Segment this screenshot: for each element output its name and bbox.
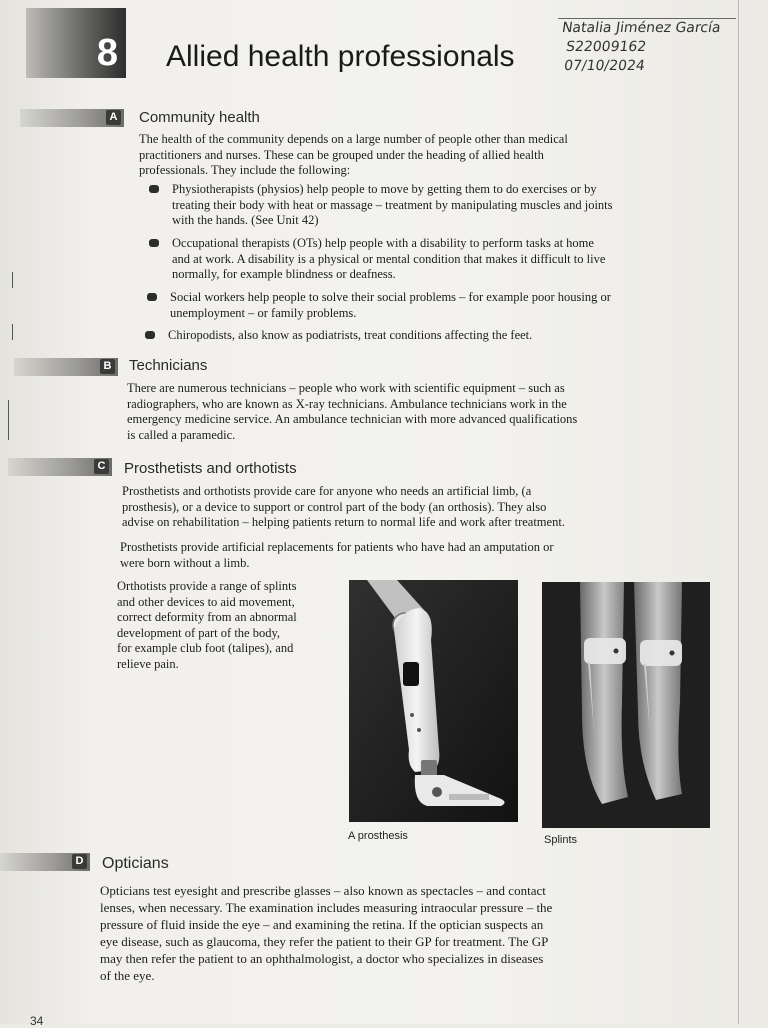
handwritten-name: Natalia Jiménez García [560,20,722,36]
section-c-para1 [122,484,565,531]
section-d-body [100,882,552,984]
bullet-icon [145,331,155,339]
text-line: prosthesis), or a device to support or control part of the body (an orthosis). They also [122,499,547,514]
section-a-heading: Community health [139,109,260,126]
section-b-letter: B [100,359,115,374]
section-c-para2 [120,540,554,571]
section-c-bar [8,458,112,476]
section-d-bar [0,853,90,871]
text-line: advise on rehabilitation – helping patients return to normal life and work after treatment. [122,515,565,529]
section-c-heading: Prosthetists and orthotists [124,460,297,477]
bullet-icon [147,293,157,301]
text-line: Physiotherapists (physios) help people to move by getting them to do exercises or by [172,182,597,196]
section-a-bar [20,109,124,127]
chapter-number: 8 [96,32,118,74]
text-line: normally, for example blindness or deafness. [172,267,396,281]
text-line: may then refer the patient to an ophthalmologist, a doctor who specializes in diseases [100,951,544,966]
section-a-intro [139,132,568,179]
margin-mark [12,324,13,340]
text-line: There are numerous technicians – people who work with scientific equipment – such as [127,381,565,395]
text-line: and other devices to aid movement, [117,594,295,609]
bullet-physiotherapists [172,182,613,229]
text-line: Opticians test eyesight and prescribe glasses – also known as spectacles – and contact [100,883,546,898]
text-line: professionals. They include the following: [139,163,351,177]
text-line: is called a paramedic. [127,427,236,442]
bullet-social-workers [170,290,611,321]
text-line: unemployment – or family problems. [170,305,357,320]
page-edge [738,0,739,1024]
text-line: practitioners and nurses. These can be grouped under the heading of allied health [139,147,544,162]
header-rule [558,18,736,19]
section-b-bar [14,358,118,376]
text-line: with the hands. (See Unit 42) [172,213,319,227]
prosthesis-illustration [349,580,518,822]
text-line: emergency medicine service. An ambulance technician with more advanced qualifications [127,412,578,426]
page-title: Allied health professionals [166,40,515,73]
splints-caption: Splints [544,834,578,846]
handwritten-date: 07/10/2024 [562,58,646,74]
text-line: eye disease, such as glaucoma, they refer the patient to their GP for treatment. The GP [100,934,549,949]
section-d-heading: Opticians [102,855,169,872]
text-line: Occupational therapists (OTs) help people with a disability to perform tasks at home [172,236,594,250]
text-line: treating their body with heat or massage – treatment by manipulating muscles and joints [172,197,613,212]
prosthesis-caption: A prosthesis [348,830,408,842]
section-c-para3 [117,579,297,672]
bullet-chiropodists [168,328,532,344]
page-number: 34 [30,1014,44,1028]
margin-mark [8,400,9,440]
section-a-letter: A [106,110,121,125]
bullet-icon [149,185,159,193]
text-line: pressure of fluid inside the eye – and examining the retina. If the optician suspects an [100,917,544,932]
text-line: were born without a limb. [120,555,250,570]
text-line: The health of the community depends on a large number of people other than medical [139,132,568,146]
text-line: lenses, when necessary. The examination includes measuring intraocular pressure – the [100,900,553,915]
margin-mark [12,272,13,288]
text-line: Orthotists provide a range of splints [117,579,297,593]
bullet-icon [149,239,159,247]
splints-illustration [542,582,710,828]
section-c-letter: C [94,459,109,474]
text-line: radiographers, who are known as X-ray technicians. Ambulance technicians work in the [127,396,567,411]
section-b-body [127,381,577,443]
text-line: for example club foot (talipes), and [117,641,294,655]
text-line: and at work. A disability is a physical or mental condition that makes it difficult to live [172,251,606,266]
text-line: Prosthetists and orthotists provide care for anyone who needs an artificial limb, (a [122,484,532,498]
text-line: Chiropodists, also know as podiatrists, treat conditions affecting the feet. [168,328,533,342]
section-b-heading: Technicians [129,357,208,374]
handwritten-student-id: S22009162 [564,39,648,55]
text-line: development of part of the body, [117,625,281,640]
chapter-number-box [26,8,126,78]
text-line: relieve pain. [117,656,179,671]
section-d-letter: D [72,854,87,869]
text-line: of the eye. [100,968,155,983]
splints-photo [542,582,710,828]
text-line: correct deformity from an abnormal [117,610,297,624]
text-line: Social workers help people to solve their social problems – for example poor housing or [170,290,611,304]
prosthesis-photo [349,580,518,822]
text-line: Prosthetists provide artificial replacements for patients who have had an amputation or [120,540,554,554]
bullet-occupational-therapists [172,236,605,283]
